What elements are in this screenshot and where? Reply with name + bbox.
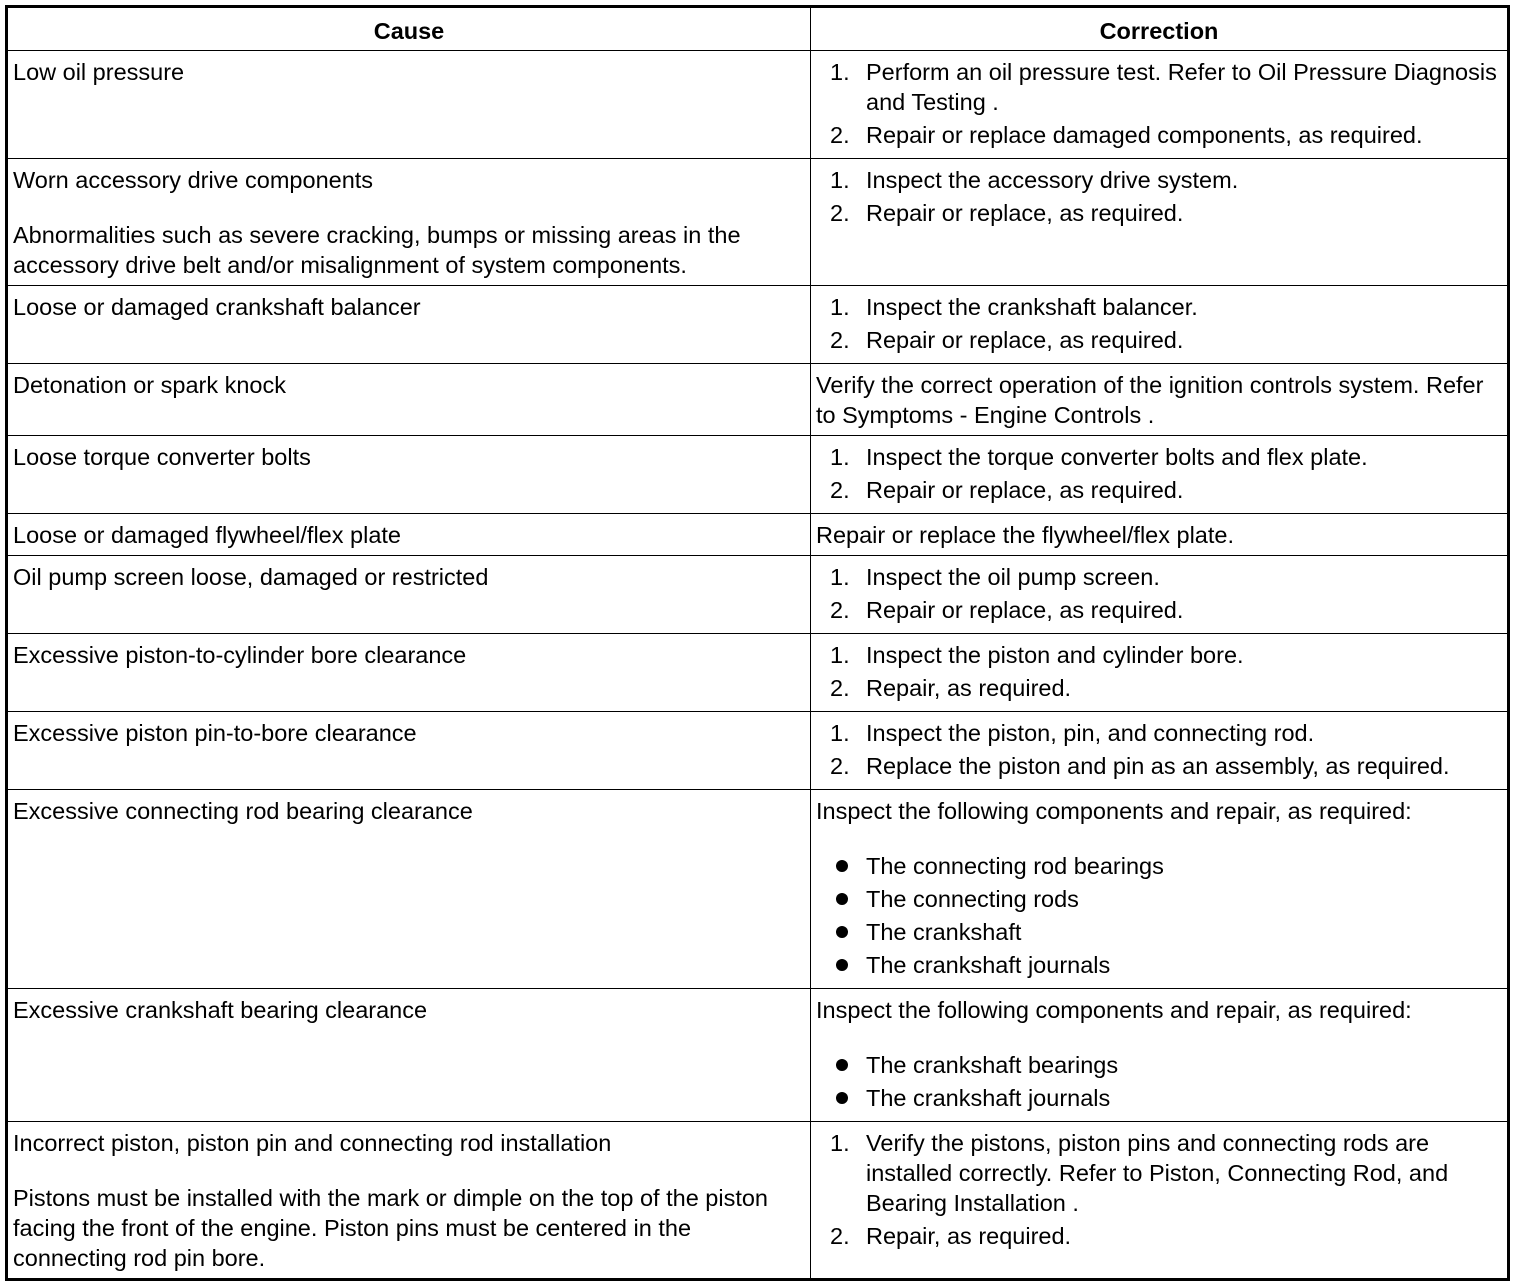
step-item — [816, 673, 1501, 703]
cause-cell — [7, 712, 811, 790]
step-item — [816, 292, 1501, 322]
bullet-icon — [836, 893, 848, 905]
cause-column-header: Cause — [7, 7, 811, 51]
cause-text: Loose or damaged flywheel/flex plate — [13, 522, 401, 548]
bullet-icon — [836, 860, 848, 872]
table-body — [7, 51, 1509, 1280]
step-text: Repair or replace, as required. — [866, 597, 1184, 623]
step-text: Inspect the accessory drive system. — [866, 167, 1239, 193]
list-item-text: The connecting rods — [866, 886, 1079, 912]
step-number: 1. — [830, 444, 850, 470]
bullet-icon — [836, 1092, 848, 1104]
step-text: Inspect the oil pump screen. — [866, 564, 1160, 590]
step-number: 2. — [830, 477, 850, 503]
list-item-text: The crankshaft bearings — [866, 1052, 1119, 1078]
step-text: Inspect the torque converter bolts and flex plate. — [866, 444, 1368, 470]
correction-cell — [811, 286, 1509, 364]
list-item — [816, 917, 1501, 947]
step-item — [816, 442, 1501, 472]
cause-text: Low oil pressure — [13, 59, 185, 85]
table-row — [7, 1122, 1509, 1280]
step-text: Perform an oil pressure test. Refer to Oil Pressure Diagnosis and Testing . — [866, 59, 1497, 115]
step-text: Repair or replace damaged components, as required. — [866, 122, 1423, 148]
step-item — [816, 751, 1501, 781]
bullet-icon — [836, 959, 848, 971]
table-row — [7, 634, 1509, 712]
correction-cell — [811, 634, 1509, 712]
step-text: Repair or replace, as required. — [866, 200, 1184, 226]
correction-steps — [816, 640, 1501, 703]
cause-cell — [7, 436, 811, 514]
cause-cell — [7, 556, 811, 634]
correction-cell — [811, 556, 1509, 634]
cause-text: Excessive connecting rod bearing clearance — [13, 798, 473, 824]
step-item — [816, 165, 1501, 195]
list-item — [816, 1083, 1501, 1113]
step-number: 2. — [830, 675, 850, 701]
step-text: Verify the pistons, piston pins and connecting rods are installed correctly. Refer to Piston, Connecting Rod, and Bearing Installation . — [866, 1130, 1449, 1216]
table-row — [7, 790, 1509, 989]
step-number: 2. — [830, 1223, 850, 1249]
cause-cell — [7, 790, 811, 989]
list-item-text: The connecting rod bearings — [866, 853, 1164, 879]
list-item — [816, 1050, 1501, 1080]
table-row — [7, 286, 1509, 364]
step-item — [816, 198, 1501, 228]
step-item — [816, 718, 1501, 748]
step-number: 1. — [830, 720, 850, 746]
table-row — [7, 989, 1509, 1122]
step-number: 1. — [830, 59, 850, 85]
cause-cell — [7, 364, 811, 436]
cause-text: Loose or damaged crankshaft balancer — [13, 294, 421, 320]
step-item — [816, 562, 1501, 592]
step-item — [816, 1221, 1501, 1251]
step-text: Repair, as required. — [866, 675, 1072, 701]
cause-note: Pistons must be installed with the mark or dimple on the top of the piston facing the front of the engine. Piston pins must be centered in the connecting rod pin bore. — [13, 1185, 769, 1271]
correction-text: Verify the correct operation of the ignition controls system. Refer to Symptoms - Engine Controls . — [816, 372, 1484, 428]
table-row — [7, 436, 1509, 514]
bullet-icon — [836, 926, 848, 938]
component-list — [816, 1050, 1501, 1113]
step-number: 1. — [830, 167, 850, 193]
cause-cell — [7, 159, 811, 286]
cause-cell — [7, 286, 811, 364]
step-item — [816, 57, 1501, 117]
cause-text: Oil pump screen loose, damaged or restricted — [13, 564, 489, 590]
correction-text: Repair or replace the flywheel/flex plate. — [816, 522, 1234, 548]
step-number: 1. — [830, 294, 850, 320]
list-item — [816, 884, 1501, 914]
step-item — [816, 325, 1501, 355]
step-text: Repair or replace, as required. — [866, 327, 1184, 353]
list-item-text: The crankshaft journals — [866, 952, 1111, 978]
correction-cell — [811, 436, 1509, 514]
correction-steps — [816, 1128, 1501, 1251]
list-item-text: The crankshaft — [866, 919, 1022, 945]
cause-cell — [7, 989, 811, 1122]
correction-cell — [811, 364, 1509, 436]
cause-text: Worn accessory drive components — [13, 167, 374, 193]
cause-text: Excessive piston pin-to-bore clearance — [13, 720, 417, 746]
step-text: Repair or replace, as required. — [866, 477, 1184, 503]
cause-note: Abnormalities such as severe cracking, bumps or missing areas in the accessory drive belt and/or misalignment of system components. — [13, 222, 741, 278]
correction-cell — [811, 51, 1509, 159]
correction-cell — [811, 790, 1509, 989]
table-row — [7, 712, 1509, 790]
table-row — [7, 556, 1509, 634]
cause-text: Loose torque converter bolts — [13, 444, 311, 470]
table-row — [7, 51, 1509, 159]
list-item-text: The crankshaft journals — [866, 1085, 1111, 1111]
correction-text: Inspect the following components and repair, as required: — [816, 798, 1412, 824]
correction-steps — [816, 562, 1501, 625]
cause-text: Excessive piston-to-cylinder bore clearance — [13, 642, 467, 668]
component-list — [816, 851, 1501, 980]
step-text: Inspect the piston, pin, and connecting rod. — [866, 720, 1315, 746]
step-number: 2. — [830, 122, 850, 148]
cause-cell — [7, 51, 811, 159]
step-text: Inspect the crankshaft balancer. — [866, 294, 1198, 320]
step-item — [816, 640, 1501, 670]
correction-cell — [811, 1122, 1509, 1280]
step-text: Replace the piston and pin as an assembly, as required. — [866, 753, 1450, 779]
step-number: 2. — [830, 327, 850, 353]
correction-cell — [811, 159, 1509, 286]
table-row — [7, 514, 1509, 556]
cause-text: Excessive crankshaft bearing clearance — [13, 997, 428, 1023]
correction-steps — [816, 292, 1501, 355]
correction-cell — [811, 712, 1509, 790]
cause-cell — [7, 1122, 811, 1280]
cause-text: Detonation or spark knock — [13, 372, 287, 398]
list-item — [816, 950, 1501, 980]
step-number: 1. — [830, 564, 850, 590]
step-item — [816, 1128, 1501, 1218]
step-item — [816, 475, 1501, 505]
step-number: 2. — [830, 597, 850, 623]
table-row — [7, 364, 1509, 436]
correction-text: Inspect the following components and repair, as required: — [816, 997, 1412, 1023]
header-row — [7, 7, 1509, 51]
diagnosis-table — [5, 5, 1510, 1281]
step-item — [816, 120, 1501, 150]
step-number: 2. — [830, 200, 850, 226]
correction-steps — [816, 57, 1501, 150]
cause-cell — [7, 634, 811, 712]
step-number: 1. — [830, 642, 850, 668]
bullet-icon — [836, 1059, 848, 1071]
step-text: Inspect the piston and cylinder bore. — [866, 642, 1244, 668]
correction-cell — [811, 989, 1509, 1122]
correction-steps — [816, 165, 1501, 228]
correction-steps — [816, 718, 1501, 781]
list-item — [816, 851, 1501, 881]
step-text: Repair, as required. — [866, 1223, 1072, 1249]
correction-steps — [816, 442, 1501, 505]
correction-cell — [811, 514, 1509, 556]
step-number: 2. — [830, 753, 850, 779]
table-row — [7, 159, 1509, 286]
step-item — [816, 595, 1501, 625]
correction-column-header: Correction — [811, 7, 1509, 51]
cause-cell — [7, 514, 811, 556]
step-number: 1. — [830, 1130, 850, 1156]
cause-text: Incorrect piston, piston pin and connecting rod installation — [13, 1130, 612, 1156]
